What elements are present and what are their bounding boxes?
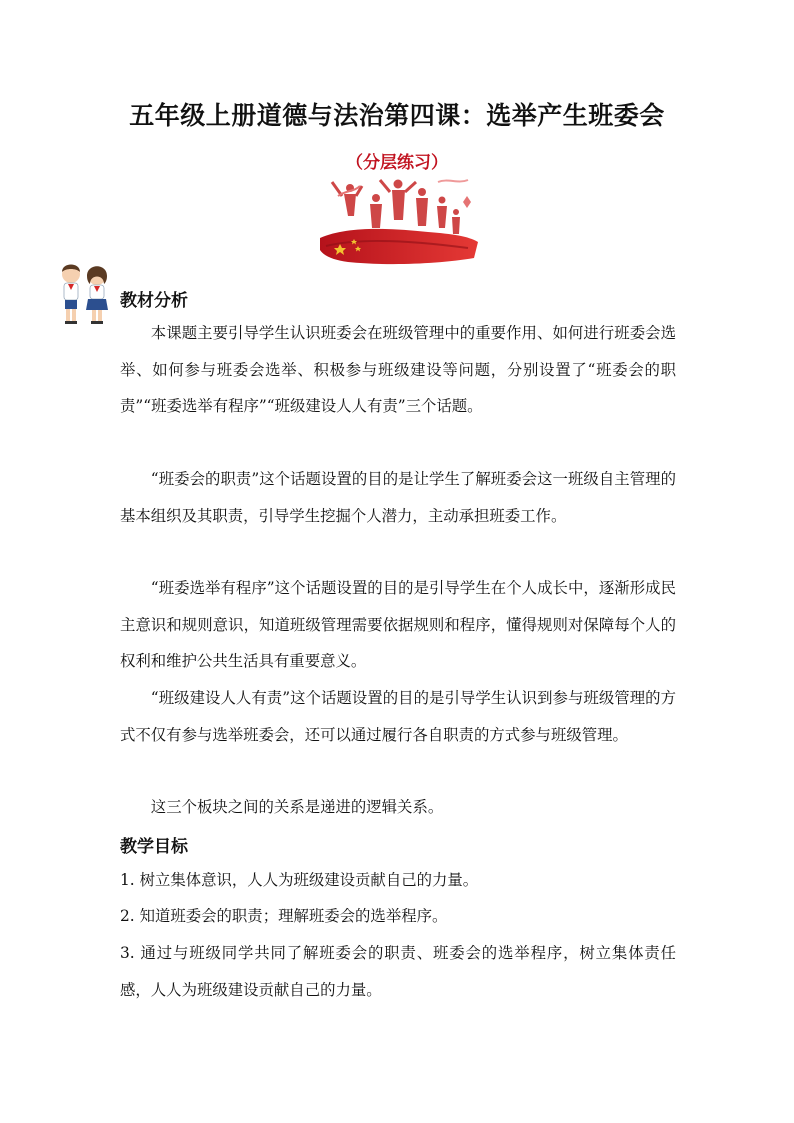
analysis-paragraph: “班委会的职责”这个话题设置的目的是让学生了解班委会这一班级自主管理的基本组织及其职责，引导学生挖掘个人潜力，主动承担班委工作。 xyxy=(120,470,676,525)
goals-heading: 教学目标 xyxy=(120,837,188,857)
analysis-paragraph: 本课题主要引导学生认识班委会在班级管理中的重要作用、如何进行班委会选举、如何参与班委会选举、积极参与班级建设等问题，分别设置了“班委会的职责”“班委选举有程序”“班级建设人人有责”三个话题。 xyxy=(120,324,676,415)
runners-flag-banner-image xyxy=(318,176,480,271)
goal-item: 3. 通过与班级同学共同了解班委会的职责、班委会的选举程序，树立集体责任感，人人为班级建设贡献自己的力量。 xyxy=(120,944,676,999)
goal-item: 1. 树立集体意识，人人为班级建设贡献自己的力量。 xyxy=(120,871,479,889)
goal-item: 2. 知道班委会的职责；理解班委会的选举程序。 xyxy=(120,907,448,925)
document-subtitle: （分层练习） xyxy=(346,153,448,173)
document-title: 五年级上册道德与法治第四课：选举产生班委会 xyxy=(129,101,665,130)
analysis-paragraph: 这三个板块之间的关系是递进的逻辑关系。 xyxy=(150,798,444,816)
analysis-paragraph: “班级建设人人有责”这个话题设置的目的是引导学生认识到参与班级管理的方式不仅有参与选举班委会，还可以通过履行各自职责的方式参与班级管理。 xyxy=(120,689,676,744)
analysis-paragraph: “班委选举有程序”这个话题设置的目的是引导学生在个人成长中，逐渐形成民主意识和规则意识，知道班级管理需要依据规则和程序，懂得规则对保障每个人的权利和维护公共生活具有重要意义。 xyxy=(120,579,676,670)
analysis-heading: 教材分析 xyxy=(120,291,188,311)
two-students-illustration xyxy=(54,260,116,330)
